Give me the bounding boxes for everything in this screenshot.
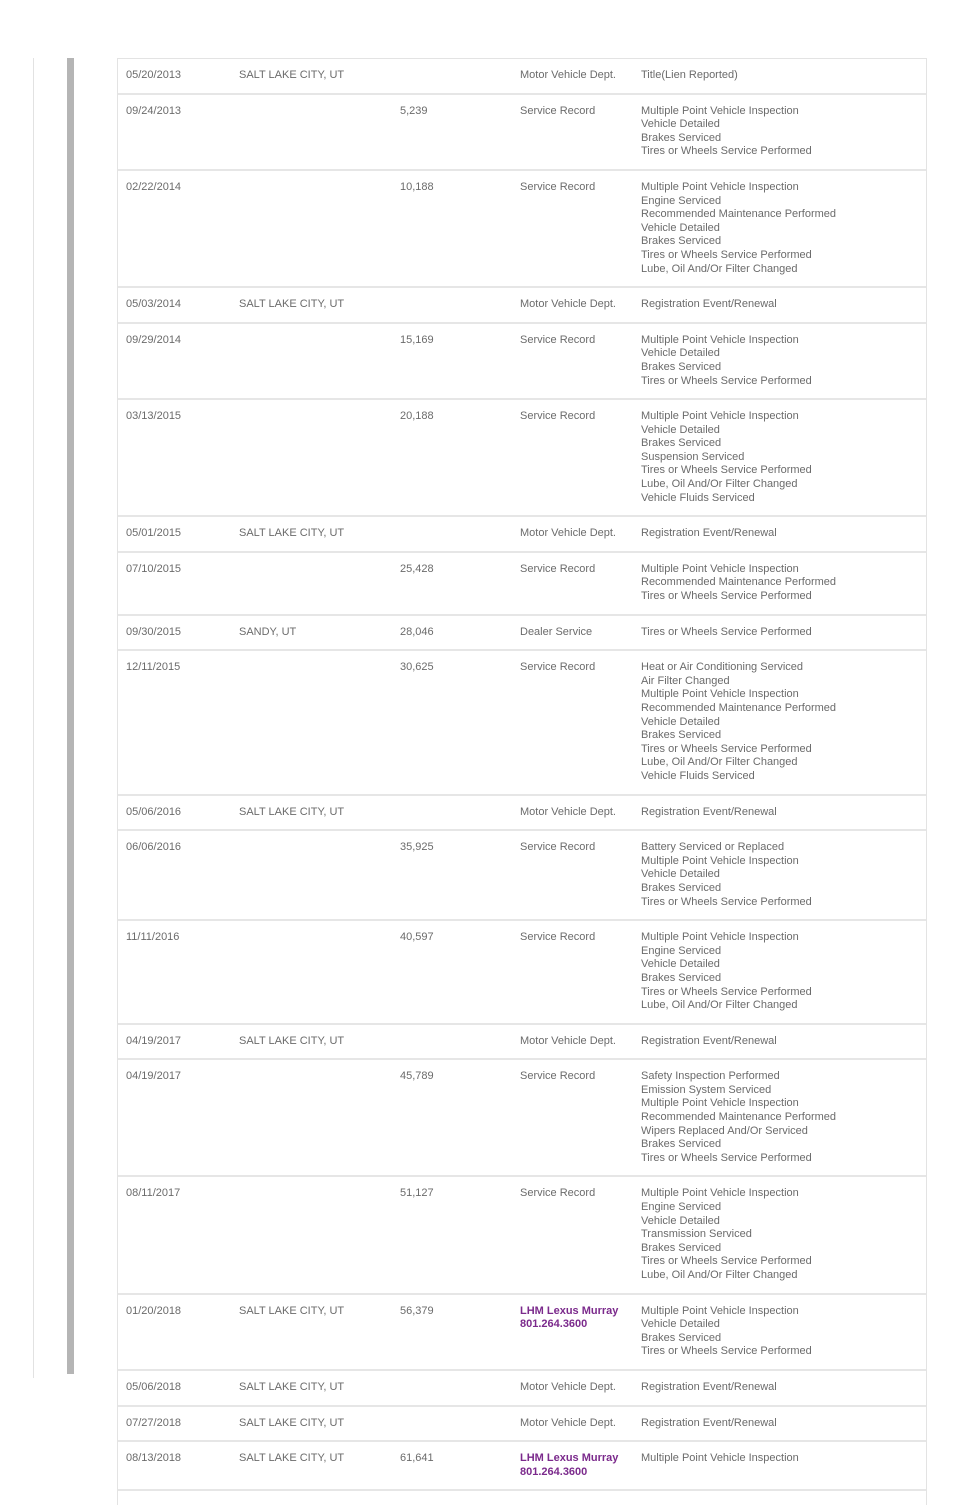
record-odometer: 28,046 (400, 625, 434, 638)
detail-item: Vehicle Detailed (641, 347, 720, 360)
detail-item: Brakes Serviced (641, 1331, 722, 1344)
detail-item: Brakes Serviced (641, 437, 722, 450)
detail-item: Tires or Wheels Service Performed (641, 590, 812, 603)
record-date: 09/24/2013 (126, 104, 182, 117)
detail-item: Multiple Point Vehicle Inspection (641, 333, 799, 346)
detail-item: Engine Serviced (641, 944, 722, 957)
record-source: Motor Vehicle Dept. (520, 1380, 616, 1393)
detail-item: Registration Event/Renewal (641, 805, 777, 818)
detail-item: Vehicle Detailed (641, 715, 720, 728)
detail-item: Multiple Point Vehicle Inspection (641, 562, 799, 575)
detail-item: Multiple Point Vehicle Inspection (641, 104, 799, 117)
detail-item: Registration Event/Renewal (641, 1416, 777, 1429)
record-date: 09/30/2015 (126, 625, 182, 638)
record-details (641, 1407, 926, 1441)
detail-item: Suspension Serviced (641, 450, 745, 463)
detail-item: Lube, Oil And/Or Filter Changed (641, 999, 798, 1012)
table-row (118, 1060, 926, 1177)
record-location: SALT LAKE CITY, UT (239, 1034, 345, 1047)
record-date: 11/11/2016 (126, 931, 180, 944)
record-source: Service Record (520, 931, 596, 944)
detail-item: Brakes Serviced (641, 729, 722, 742)
detail-item: Registration Event/Renewal (641, 527, 777, 540)
detail-item: Vehicle Detailed (641, 423, 720, 436)
table-row (118, 59, 926, 95)
record-location: SALT LAKE CITY, UT (239, 1452, 345, 1465)
detail-item: Tires or Wheels Service Performed (641, 374, 812, 387)
record-odometer: 61,641 (400, 1452, 434, 1465)
record-odometer: 45,789 (400, 1070, 434, 1083)
dealer-name-link[interactable]: LHM Lexus Murray (520, 1304, 619, 1317)
table-row (118, 324, 926, 400)
record-odometer: 30,625 (400, 661, 434, 674)
record-details (641, 517, 926, 551)
record-location: SANDY, UT (239, 625, 297, 638)
record-details (641, 831, 926, 919)
record-location (239, 921, 400, 1023)
table-row (118, 651, 926, 795)
detail-item: Vehicle Detailed (641, 1318, 720, 1331)
record-details (641, 1177, 926, 1292)
record-source: Service Record (520, 180, 596, 193)
detail-item: Tires or Wheels Service Performed (641, 248, 812, 261)
record-location: SALT LAKE CITY, UT (239, 527, 345, 540)
detail-item: Heat or Air Conditioning Serviced (641, 661, 804, 674)
detail-item: Tires or Wheels Service Performed (641, 145, 812, 158)
detail-item: Registration Event/Renewal (641, 298, 777, 311)
detail-item: Tires or Wheels Service Performed (641, 985, 812, 998)
record-details (641, 171, 926, 286)
table-row (118, 1371, 926, 1407)
record-location: SALT LAKE CITY, UT (239, 69, 345, 81)
record-odometer: 20,188 (400, 410, 434, 423)
record-source: Service Record (520, 1187, 596, 1200)
table-row (118, 1025, 926, 1061)
record-odometer: 15,169 (400, 333, 434, 346)
record-details (641, 1442, 926, 1489)
detail-item: Vehicle Detailed (641, 118, 720, 131)
detail-item: Recommended Maintenance Performed (641, 576, 837, 589)
detail-item: Vehicle Fluids Serviced (641, 491, 755, 504)
record-date: 07/27/2018 (126, 1416, 182, 1429)
detail-item: Tires or Wheels Service Performed (641, 1345, 812, 1358)
detail-item: Tires or Wheels Service Performed (641, 1255, 812, 1268)
detail-item: Multiple Point Vehicle Inspection (641, 1097, 799, 1110)
record-source: Service Record (520, 661, 596, 674)
record-details (641, 95, 926, 169)
detail-item: Recommended Maintenance Performed (641, 1111, 837, 1124)
detail-item: Brakes Serviced (641, 1138, 722, 1151)
detail-item: Lube, Oil And/Or Filter Changed (641, 478, 798, 491)
record-source (520, 1442, 641, 1489)
detail-item: Multiple Point Vehicle Inspection (641, 688, 799, 701)
record-source: Motor Vehicle Dept. (520, 298, 616, 311)
record-source: Motor Vehicle Dept. (520, 1034, 616, 1047)
record-source: Motor Vehicle Dept. (520, 1416, 616, 1429)
record-date: 03/13/2015 (126, 410, 182, 423)
record-date: 09/29/2014 (126, 333, 182, 346)
record-source: Service Record (520, 410, 596, 423)
record-location (239, 1060, 400, 1175)
detail-item: Recommended Maintenance Performed (641, 702, 837, 714)
record-details (641, 651, 926, 793)
dealer-name-link[interactable]: LHM Lexus Murray (520, 1452, 619, 1465)
record-source: Service Record (520, 104, 596, 117)
record-date: 01/20/2018 (126, 1304, 182, 1317)
detail-item: Lube, Oil And/Or Filter Changed (641, 262, 798, 275)
detail-item: Engine Serviced (641, 1201, 722, 1214)
table-row (118, 921, 926, 1025)
record-odometer: 25,428 (400, 562, 434, 575)
record-odometer (400, 1407, 520, 1441)
record-details (641, 400, 926, 515)
record-date: 05/01/2015 (126, 527, 182, 540)
record-source: Service Record (520, 333, 596, 346)
record-location (239, 324, 400, 398)
vehicle-history-table (117, 58, 927, 1505)
record-location (239, 400, 400, 515)
detail-item: Brakes Serviced (641, 235, 722, 248)
record-location (239, 95, 400, 169)
record-source: Service Record (520, 1070, 596, 1083)
table-row (118, 1295, 926, 1371)
record-date: 07/10/2015 (126, 562, 182, 575)
table-row (118, 95, 926, 171)
record-odometer: 35,925 (400, 841, 434, 854)
record-details (641, 1295, 926, 1369)
detail-item: Battery Serviced or Replaced (641, 841, 785, 854)
table-row (118, 616, 926, 652)
detail-item: Vehicle Detailed (641, 221, 720, 234)
record-source: Service Record (520, 841, 596, 854)
record-odometer: 40,597 (400, 931, 434, 944)
record-date: 04/19/2017 (126, 1034, 182, 1047)
record-source: Service Record (520, 562, 596, 575)
record-details (641, 59, 926, 93)
detail-item: Multiple Point Vehicle Inspection (641, 1452, 799, 1465)
table-row (118, 517, 926, 553)
record-location (239, 651, 400, 793)
detail-item: Safety Inspection Performed (641, 1070, 780, 1083)
detail-item: Vehicle Detailed (641, 958, 720, 971)
detail-item: Multiple Point Vehicle Inspection (641, 410, 799, 423)
detail-item: Tires or Wheels Service Performed (641, 625, 812, 638)
page-margin-line (33, 58, 34, 1378)
detail-item: Engine Serviced (641, 194, 722, 207)
page-margin-bar (67, 58, 74, 1374)
record-date: 08/11/2017 (126, 1187, 181, 1200)
detail-item: Tires or Wheels Service Performed (641, 895, 812, 908)
record-odometer (400, 59, 520, 93)
record-odometer (400, 1025, 520, 1059)
record-location: SALT LAKE CITY, UT (239, 1380, 345, 1393)
record-source: Motor Vehicle Dept. (520, 527, 616, 540)
dealer-phone-link[interactable]: 801.264.3600 (520, 1465, 588, 1478)
record-details (641, 288, 926, 322)
record-odometer (400, 517, 520, 551)
record-details (641, 324, 926, 398)
detail-item: Recommended Maintenance Performed (641, 208, 837, 221)
detail-item: Registration Event/Renewal (641, 1380, 777, 1393)
table-row (118, 1177, 926, 1294)
detail-item: Emission System Serviced (641, 1083, 772, 1096)
record-location (239, 553, 400, 614)
table-row (118, 400, 926, 517)
record-source (520, 1295, 641, 1369)
record-details (641, 1060, 926, 1175)
record-source: Dealer Service (520, 625, 593, 638)
record-date: 06/06/2016 (126, 841, 182, 854)
record-location: SALT LAKE CITY, UT (239, 298, 345, 311)
detail-item: Wipers Replaced And/Or Serviced (641, 1124, 808, 1137)
table-row (118, 288, 926, 324)
record-details (641, 796, 926, 830)
detail-item: Tires or Wheels Service Performed (641, 742, 812, 755)
record-date: 05/06/2018 (126, 1380, 182, 1393)
record-odometer (400, 796, 520, 830)
detail-item: Lube, Oil And/Or Filter Changed (641, 756, 798, 769)
detail-item: Multiple Point Vehicle Inspection (641, 854, 799, 867)
detail-item: Tires or Wheels Service Performed (641, 1151, 812, 1164)
record-odometer: 56,379 (400, 1304, 434, 1317)
record-date: 02/22/2014 (126, 180, 182, 193)
detail-item: Multiple Point Vehicle Inspection (641, 1304, 799, 1317)
record-odometer: 10,188 (400, 180, 434, 193)
detail-item: Vehicle Detailed (641, 868, 720, 881)
detail-item: Transmission Serviced (641, 1228, 752, 1241)
record-date: 05/06/2016 (126, 805, 182, 818)
table-row (118, 553, 926, 616)
record-date: 04/19/2017 (126, 1070, 182, 1083)
detail-item: Tires or Wheels Service Performed (641, 464, 812, 477)
detail-item: Brakes Serviced (641, 881, 722, 894)
record-details (641, 553, 926, 614)
table-row (118, 1407, 926, 1443)
detail-item: Brakes Serviced (641, 1241, 722, 1254)
record-location: SALT LAKE CITY, UT (239, 1304, 345, 1317)
detail-item: Multiple Point Vehicle Inspection (641, 180, 799, 193)
table-row (118, 796, 926, 832)
record-source: Motor Vehicle Dept. (520, 69, 616, 81)
table-row (118, 171, 926, 288)
record-odometer: 51,127 (400, 1187, 434, 1200)
detail-item: Registration Event/Renewal (641, 1034, 777, 1047)
record-odometer (400, 288, 520, 322)
record-date: 05/20/2013 (126, 69, 182, 81)
table-row (118, 831, 926, 921)
table-row (118, 1442, 926, 1491)
record-location (239, 171, 400, 286)
table-continuation (118, 1491, 926, 1505)
record-details (641, 921, 926, 1023)
record-details (641, 1025, 926, 1059)
detail-item: Brakes Serviced (641, 131, 722, 144)
record-source: Motor Vehicle Dept. (520, 805, 616, 818)
detail-item: Vehicle Fluids Serviced (641, 769, 755, 782)
detail-item: Multiple Point Vehicle Inspection (641, 931, 799, 944)
dealer-phone-link[interactable]: 801.264.3600 (520, 1318, 588, 1331)
record-details (641, 616, 926, 650)
detail-item: Lube, Oil And/Or Filter Changed (641, 1269, 798, 1281)
detail-item: Brakes Serviced (641, 360, 722, 373)
record-location: SALT LAKE CITY, UT (239, 805, 345, 818)
record-location: SALT LAKE CITY, UT (239, 1416, 345, 1429)
detail-item: Title(Lien Reported) (641, 69, 738, 81)
detail-item: Brakes Serviced (641, 971, 722, 984)
record-date: 12/11/2015 (126, 661, 181, 674)
detail-item: Multiple Point Vehicle Inspection (641, 1187, 799, 1200)
record-location (239, 1177, 400, 1292)
record-odometer: 5,239 (400, 104, 428, 117)
record-location (239, 831, 400, 919)
detail-item: Vehicle Detailed (641, 1214, 720, 1227)
detail-item: Air Filter Changed (641, 674, 730, 687)
record-date: 08/13/2018 (126, 1452, 182, 1465)
record-date: 05/03/2014 (126, 298, 182, 311)
